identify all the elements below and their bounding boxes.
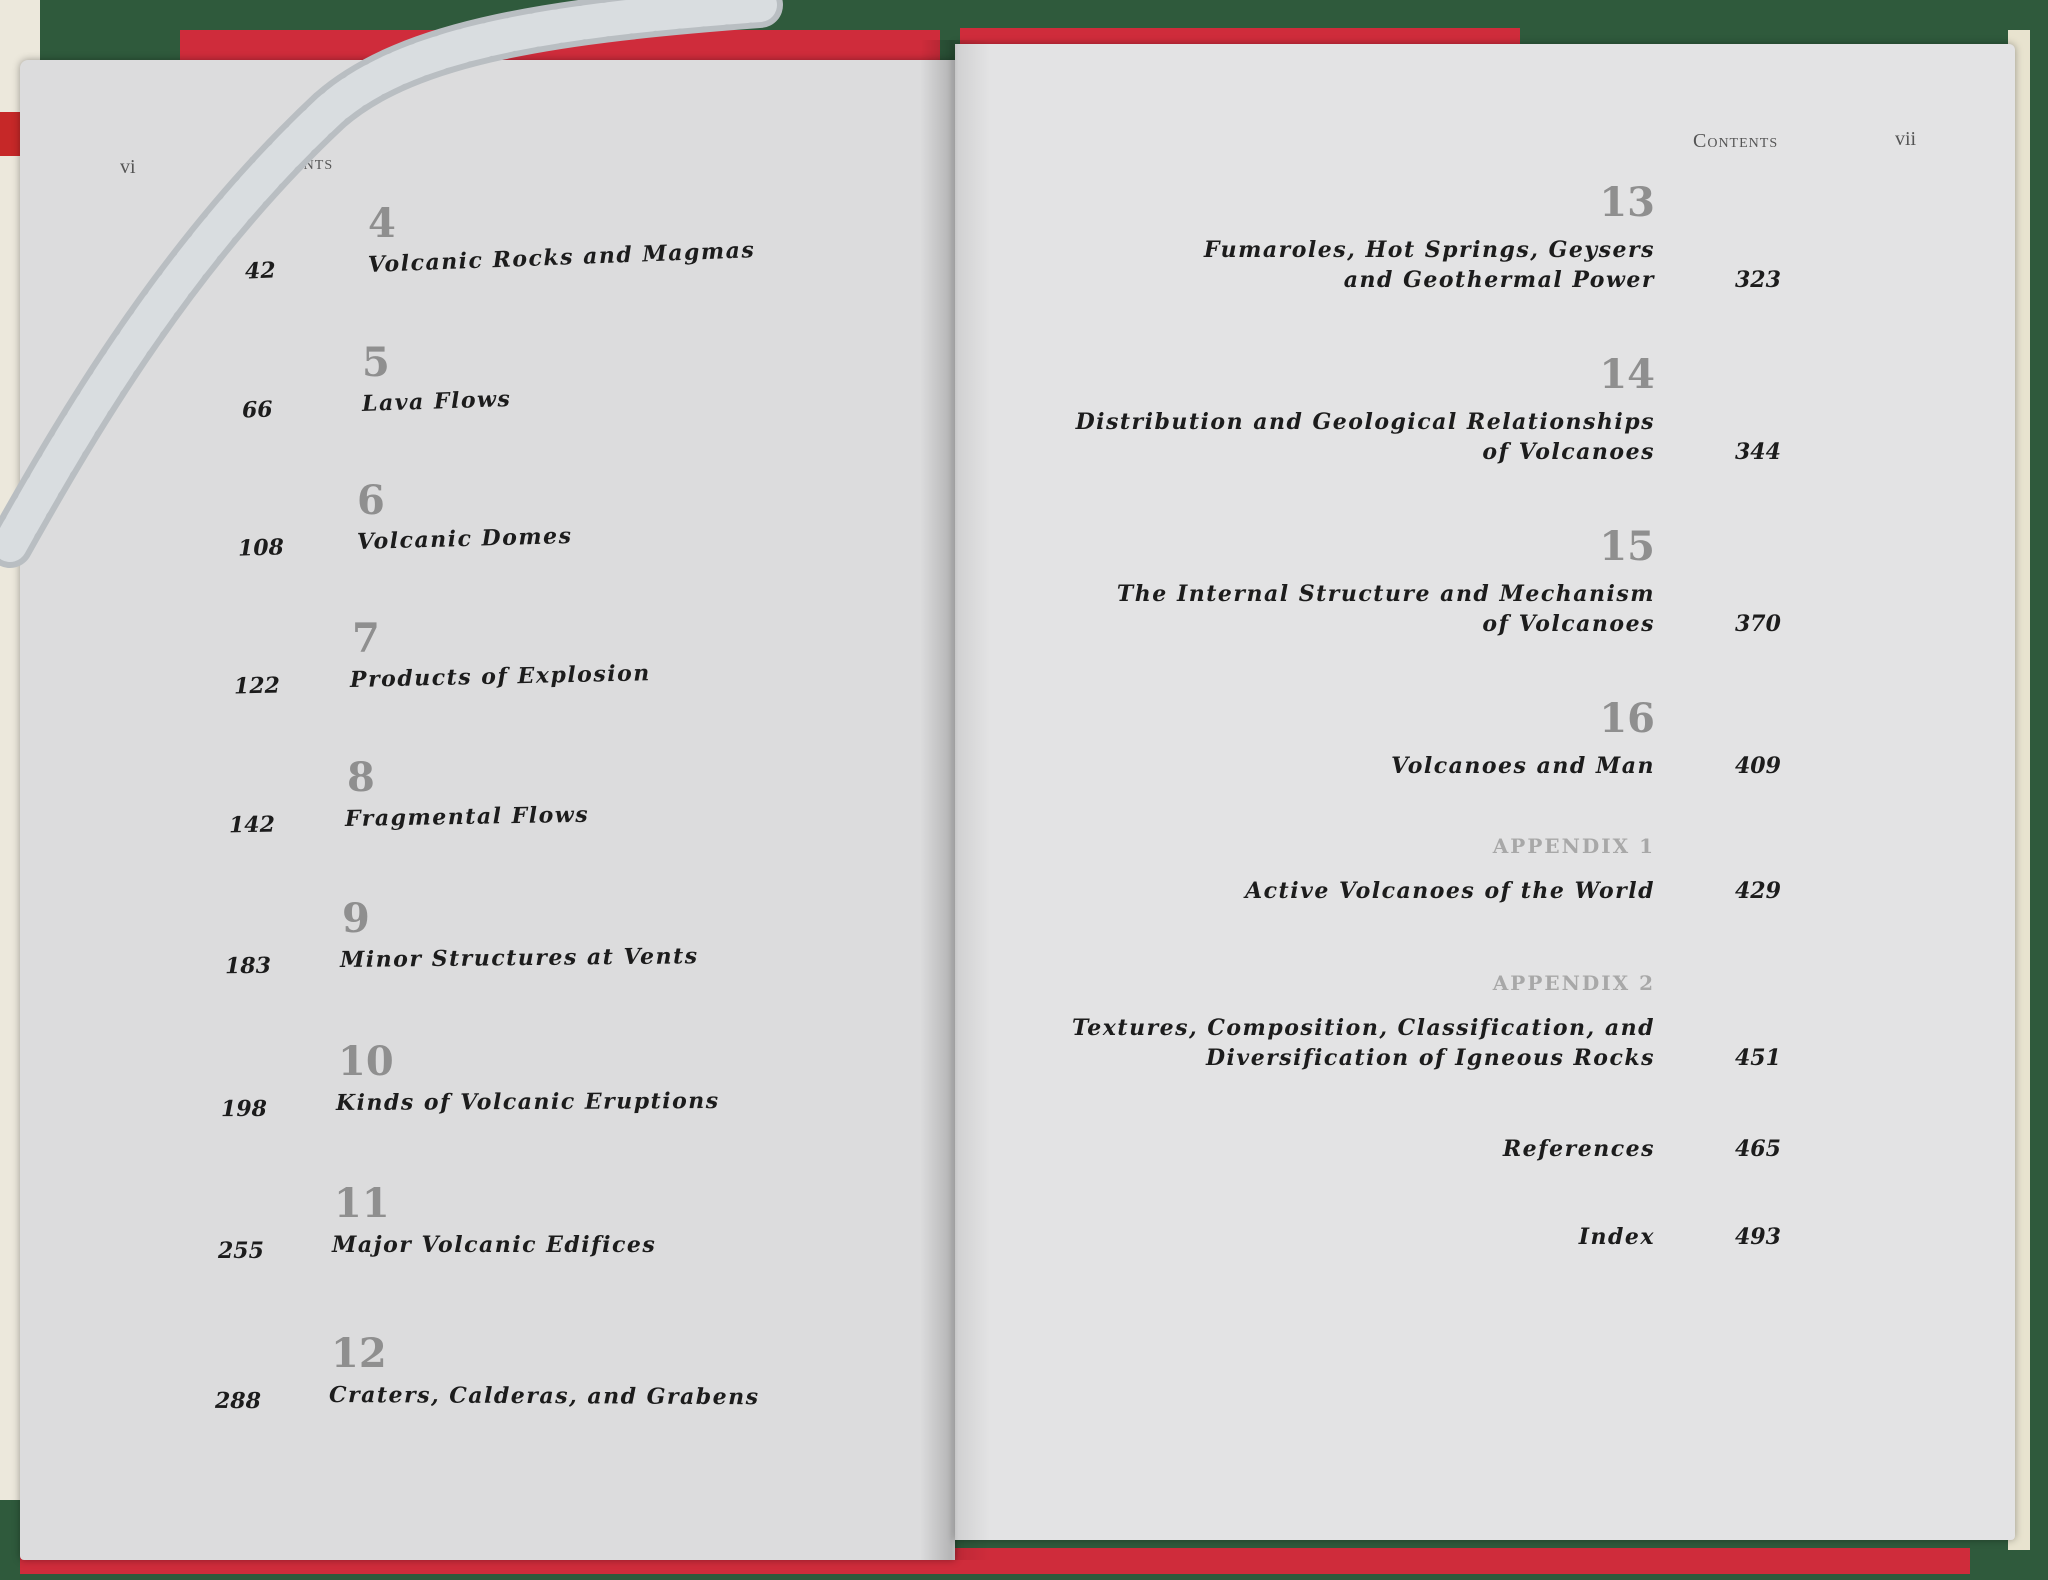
entry-title-line: Textures, Composition, Classification, and	[1071, 1015, 1655, 1041]
chapter-number: 6	[357, 477, 385, 524]
entry-title-line: and Geothermal Power	[1343, 267, 1655, 293]
left-page	[20, 60, 955, 1560]
page-number: 42	[244, 257, 277, 285]
page-number: 370	[1735, 611, 1781, 637]
chapter-title: Minor Structures at Vents	[339, 943, 699, 973]
left-running-head: Contents	[248, 152, 334, 174]
chapter-number: 12	[331, 1330, 387, 1377]
entry-title-line: References	[1502, 1136, 1655, 1162]
chapter-title: Fragmental Flows	[344, 801, 590, 832]
chapter-number: 11	[334, 1180, 390, 1227]
entry-title-line: of Volcanoes	[1482, 611, 1655, 637]
page-number: 198	[220, 1095, 268, 1123]
entry-title-line: Diversification of Igneous Rocks	[1205, 1045, 1655, 1071]
chapter-number: 15	[1599, 523, 1655, 570]
left-page-number: vi	[120, 156, 136, 178]
chapter-title: Volcanic Rocks and Magmas	[367, 237, 756, 278]
entry-title-line: Active Volcanoes of the World	[1245, 878, 1655, 904]
page-number: 255	[218, 1238, 264, 1264]
chapter-number: 8	[347, 754, 375, 801]
chapter-title: Major Volcanic Edifices	[332, 1232, 657, 1258]
page-number: 142	[228, 811, 276, 839]
appendix-label: APPENDIX 2	[1492, 971, 1655, 995]
entry-title-line: Volcanoes and Man	[1391, 753, 1655, 779]
chapter-number: 16	[1599, 695, 1655, 742]
page-number: 451	[1735, 1045, 1781, 1071]
page-number: 183	[224, 952, 272, 980]
chapter-number: 10	[338, 1038, 394, 1085]
chapter-number: 7	[352, 615, 380, 662]
chapter-title: Products of Explosion	[349, 660, 652, 693]
page-number: 288	[214, 1387, 262, 1415]
entry-title-line: The Internal Structure and Mechanism	[1116, 581, 1655, 607]
page-number: 66	[241, 396, 274, 424]
chapter-title: Volcanic Domes	[356, 522, 573, 555]
right-page-number: vii	[1895, 128, 1917, 150]
page-number: 409	[1735, 753, 1781, 779]
chapter-number: 14	[1599, 351, 1655, 398]
right-running-head: Contents	[1693, 130, 1779, 152]
appendix-label: APPENDIX 1	[1492, 834, 1655, 858]
page-number: 429	[1735, 878, 1781, 904]
page-number: 344	[1735, 439, 1781, 465]
chapter-title: Kinds of Volcanic Eruptions	[335, 1087, 720, 1116]
chapter-number: 4	[368, 200, 396, 247]
right-page	[955, 44, 2015, 1540]
entry-title-line: Fumaroles, Hot Springs, Geysers	[1203, 237, 1655, 263]
chapter-title: Lava Flows	[361, 386, 512, 417]
book-cover-top-edge	[180, 30, 940, 62]
chapter-number: 9	[342, 895, 370, 942]
page-number: 465	[1735, 1136, 1781, 1162]
chapter-title: Craters, Calderas, and Grabens	[328, 1382, 760, 1411]
page-number: 493	[1735, 1224, 1781, 1250]
book-gutter-shadow	[920, 40, 990, 1560]
page-number: 122	[233, 672, 281, 700]
entry-title-line: Distribution and Geological Relationships	[1075, 409, 1655, 435]
entry-title-line: of Volcanoes	[1482, 439, 1655, 465]
page-number: 323	[1735, 267, 1781, 293]
chapter-number: 5	[362, 339, 390, 386]
page-number: 108	[237, 534, 285, 562]
chapter-number: 13	[1599, 179, 1655, 226]
entry-title-line: Index	[1578, 1224, 1655, 1250]
